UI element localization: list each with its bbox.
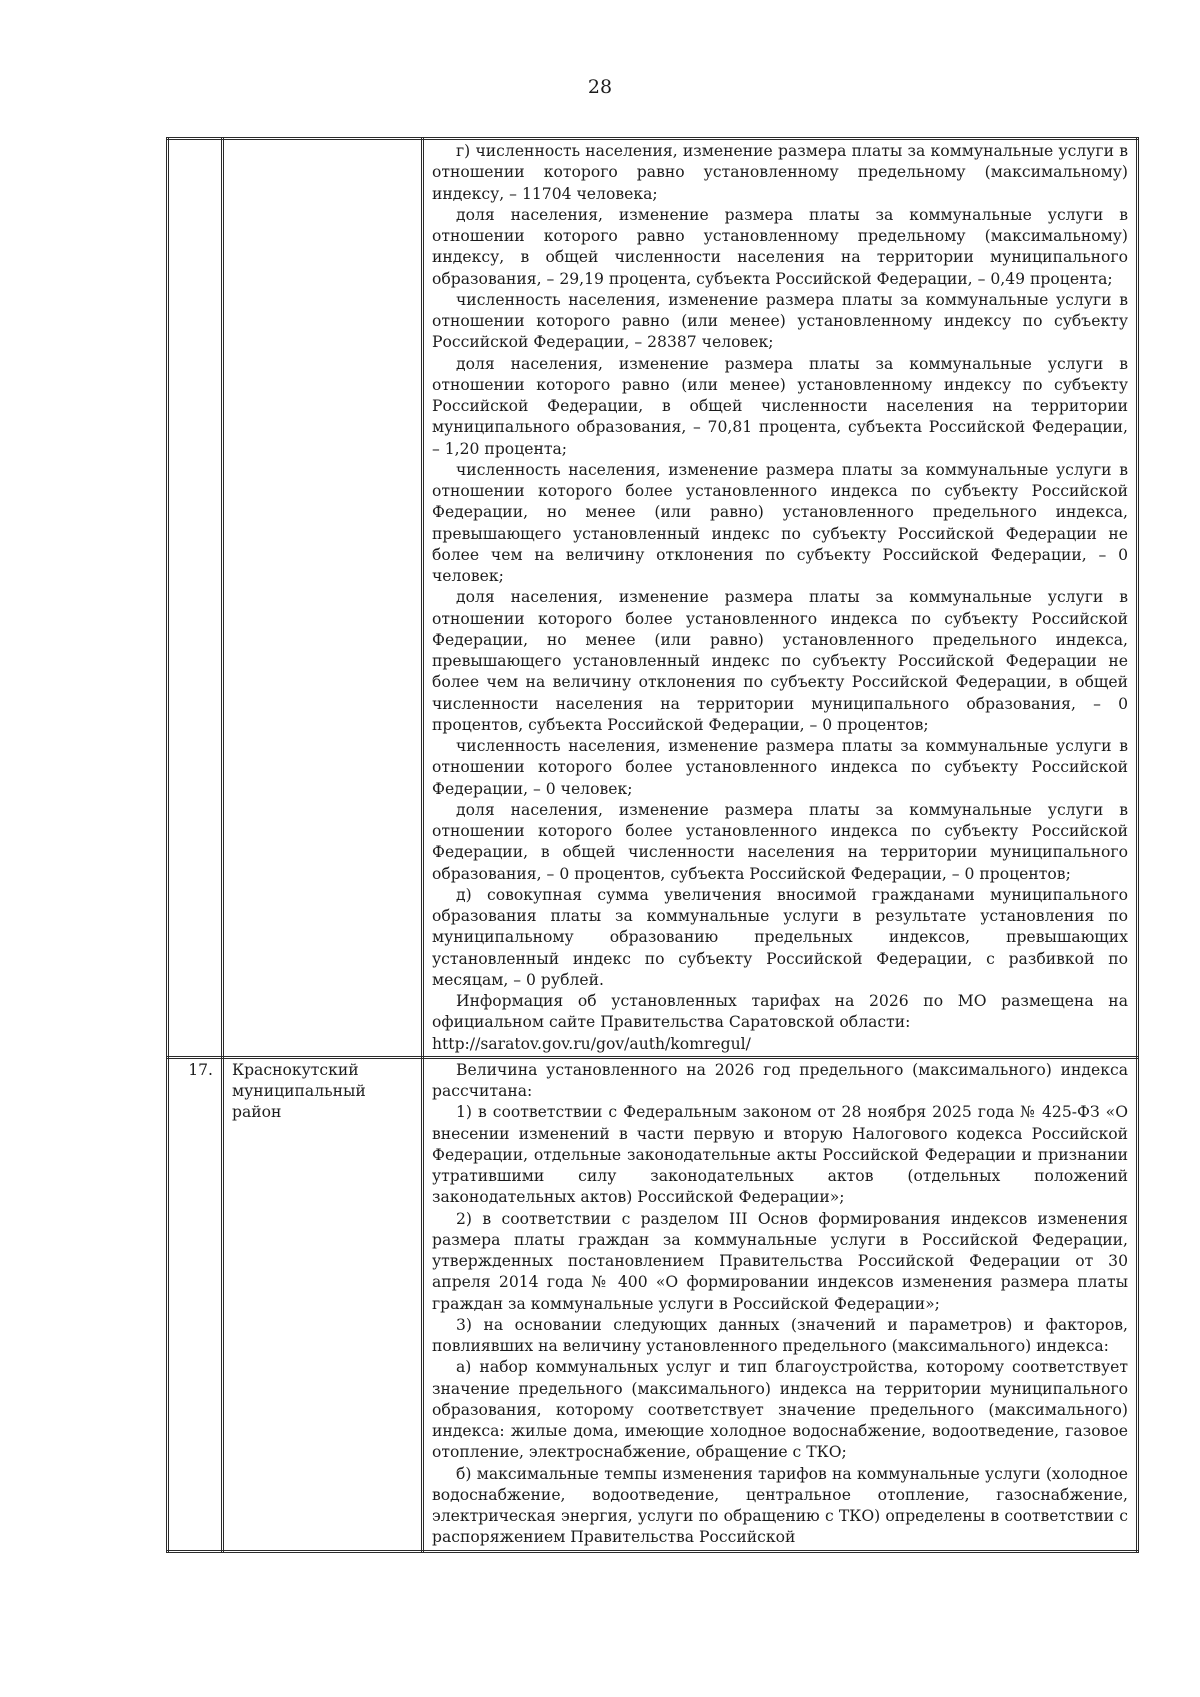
justification-text: [423, 1057, 1138, 1551]
paragraph: численность населения, изменение размера платы за коммунальные услуги в отношении которого равно (или менее) установленному индексу по субъекту Российской Федерации, – 28387 человек;: [432, 290, 1128, 352]
page-number: 28: [587, 76, 613, 98]
justification-text: [423, 139, 1138, 1058]
paragraph: доля населения, изменение размера платы за коммунальные услуги в отношении которого более установленного индекса по субъекту Российской Федерации, но менее (или равно) установленного предельного индекса, превышающего установленный индекс по субъекту Российской Федерации не более чем на величину отклонения по субъекту Российской Федерации, в общей численности населения на территории муниципального образования, – 0 процентов, субъекта Российской Федерации, – 0 процентов;: [432, 588, 1128, 734]
paragraph: г) численность населения, изменение размера платы за коммунальные услуги в отношении которого равно установленному предельному (максимальному) индексу, – 11704 человека;: [432, 142, 1128, 203]
paragraph: численность населения, изменение размера платы за коммунальные услуги в отношении которого более установленного индекса по субъекту Российской Федерации, но менее (или равно) установленного предельного индекса, превышающего установленный индекс по субъекту Российской Федерации не более чем на величину отклонения по субъекту Российской Федерации, – 0 человек;: [432, 460, 1128, 585]
tariff-info-link[interactable]: http://saratov.gov.ru/gov/auth/komregul/: [432, 1034, 751, 1053]
table-row: [168, 1057, 1138, 1551]
paragraph: доля населения, изменение размера платы за коммунальные услуги в отношении которого равно установленному предельному (максимальному) индексу, в общей численности населения на территории муниципального образования, – 29,19 процента, субъекта Российской Федерации, – 0,49 процента;: [432, 205, 1128, 288]
paragraph: а) набор коммунальных услуг и тип благоустройства, которому соответствует значение предельного (максимального) индекса на территории муниципального образования, которому соответствует значение предельного (максимального) индекса: жилые дома, имеющие холодное водоснабжение, водоотведение, газовое отопление, электроснабжение, обращение с ТКО;: [432, 1358, 1128, 1462]
document-table: [166, 137, 1139, 1553]
paragraph: 3) на основании следующих данных (значений и параметров) и факторов, повлиявших на величину установленного предельного (максимального) индекса:: [432, 1315, 1128, 1355]
row-number: [168, 139, 223, 1058]
paragraph: доля населения, изменение размера платы за коммунальные услуги в отношении которого более установленного индекса по субъекту Российской Федерации, в общей численности населения на территории муниципального образования, – 0 процентов, субъекта Российской Федерации, – 0 процентов;: [432, 800, 1128, 883]
paragraph: 1) в соответствии с Федеральным законом от 28 ноября 2025 года № 425-ФЗ «О внесении изменений в части первую и вторую Налогового кодекса Российской Федерации, отдельные законодательные акты Российской Федерации и признании утратившими силу законодательных актов (отдельных положений законодательных актов) Российской Федерации»;: [432, 1103, 1128, 1207]
paragraph: численность населения, изменение размера платы за коммунальные услуги в отношении которого более установленного индекса по субъекту Российской Федерации, – 0 человек;: [432, 737, 1128, 798]
paragraph: б) максимальные темпы изменения тарифов на коммунальные услуги (холодное водоснабжение, водоотведение, центральное отопление, газоснабжение, электрическая энергия, услуги по обращению с ТКО) определены в соответствии с распоряжением Правительства Российской: [432, 1464, 1128, 1547]
table-row: [168, 139, 1138, 1058]
paragraph: доля населения, изменение размера платы за коммунальные услуги в отношении которого равно (или менее) установленному индексу по субъекту Российской Федерации, в общей численности населения на территории муниципального образования, – 70,81 процента, субъекта Российской Федерации, – 1,20 процента;: [432, 354, 1128, 458]
paragraph: Информация об установленных тарифах на 2026 по МО размещена на официальном сайте Правительства Саратовской области:: [432, 992, 1128, 1032]
paragraph: Величина установленного на 2026 год предельного (максимального) индекса рассчитана:: [432, 1060, 1128, 1100]
paragraph: д) совокупная сумма увеличения вносимой гражданами муниципального образования платы за коммунальные услуги в результате установления по муниципальному образованию предельных индексов, превышающих установленный индекс по субъекту Российской Федерации, с разбивкой по месяцам, – 0 рублей.: [432, 885, 1128, 989]
municipality-name: Краснокутский муниципальный район: [223, 1057, 423, 1551]
row-number: 17.: [168, 1057, 223, 1551]
paragraph: 2) в соответствии с разделом III Основ формирования индексов изменения размера платы граждан за коммунальные услуги в Российской Федерации, утвержденных постановлением Правительства Российской Федерации от 30 апреля 2014 года № 400 «О формировании индексов изменения размера платы граждан за коммунальные услуги в Российской Федерации»;: [432, 1209, 1128, 1313]
municipality-name: [223, 139, 423, 1058]
